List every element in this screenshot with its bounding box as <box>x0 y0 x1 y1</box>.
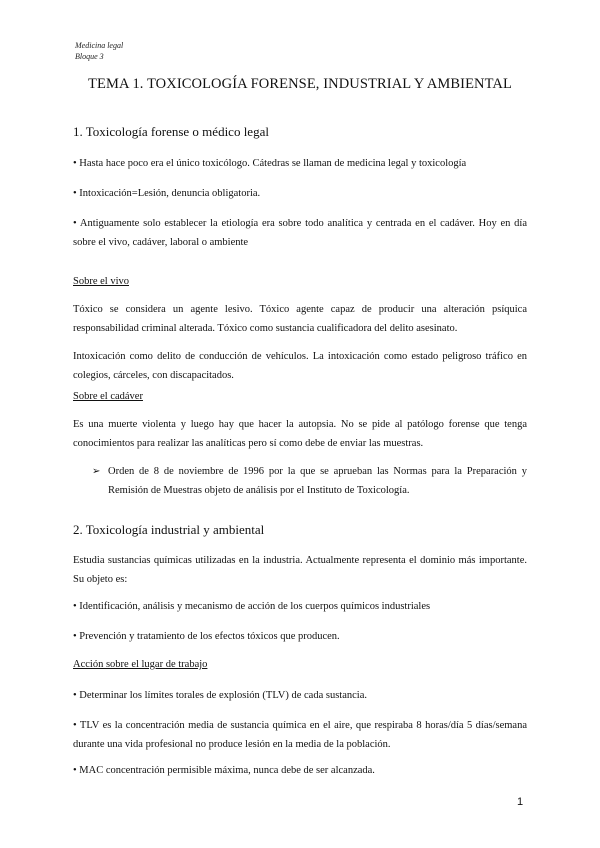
running-header <box>75 40 123 62</box>
bullet-paragraph: • Antiguamente solo establecer la etiología era sobre todo analítica y centrada en el cadáver. Hoy en día sobre el vivo, cadáver, laboral o ambiente <box>73 218 527 248</box>
bullet-paragraph: • Prevención y tratamiento de los efectos tóxicos que producen. <box>73 631 340 642</box>
header-block: Bloque 3 <box>75 52 104 61</box>
bullet-paragraph: • Determinar los límites torales de explosión (TLV) de cada sustancia. <box>73 690 367 701</box>
bullet-paragraph: • Hasta hace poco era el único toxicólogo. Cátedras se llaman de medicina legal y toxicología <box>73 158 467 169</box>
section-1-heading: 1. Toxicología forense o médico legal <box>73 124 269 139</box>
arrow-bullet-icon: ➢ <box>92 466 101 477</box>
subsection-heading-cadaver: Sobre el cadáver <box>73 391 143 402</box>
page-number: 1 <box>517 796 524 808</box>
paragraph: Intoxicación como delito de conducción de vehículos. La intoxicación como estado peligroso tráfico en colegios, cárceles, con discapacitados. <box>73 351 527 381</box>
arrow-list-item <box>92 462 527 500</box>
bullet-paragraph: • TLV es la concentración media de sustancia química en el aire, que respiraba 8 horas/día 5 días/semana durante una vida profesional no produce lesión en la media de la población. <box>73 720 527 750</box>
paragraph: Estudia sustancias químicas utilizadas en la industria. Actualmente representa el dominio más importante. Su objeto es: <box>73 555 527 585</box>
paragraph: Tóxico se considera un agente lesivo. Tóxico agente capaz de producir una alteración psíquica responsabilidad criminal alterada. Tóxico como sustancia cualificadora del delito asesinato. <box>73 304 527 334</box>
bullet-paragraph: • MAC concentración permisible máxima, nunca debe de ser alcanzada. <box>73 765 375 776</box>
arrow-list-text: Orden de 8 de noviembre de 1996 por la que se aprueban las Normas para la Preparación y Remisión de Muestras objeto de análisis por el Instituto de Toxicología. <box>108 466 527 496</box>
header-subject: Medicina legal <box>75 41 124 50</box>
document-title: TEMA 1. TOXICOLOGÍA FORENSE, INDUSTRIAL Y AMBIENTAL <box>88 76 512 92</box>
subsection-heading-vivo: Sobre el vivo <box>73 276 129 287</box>
bullet-paragraph: • Identificación, análisis y mecanismo de acción de los cuerpos químicos industriales <box>73 601 431 612</box>
bullet-paragraph: • Intoxicación=Lesión, denuncia obligatoria. <box>73 188 261 199</box>
paragraph: Es una muerte violenta y luego hay que hacer la autopsia. No se pide al patólogo forense que tenga conocimientos para realizar las analíticas pero sí como debe de enviar las muestras. <box>73 419 527 449</box>
section-2-heading: 2. Toxicología industrial y ambiental <box>73 522 265 537</box>
subsection-heading-trabajo: Acción sobre el lugar de trabajo <box>73 659 208 670</box>
